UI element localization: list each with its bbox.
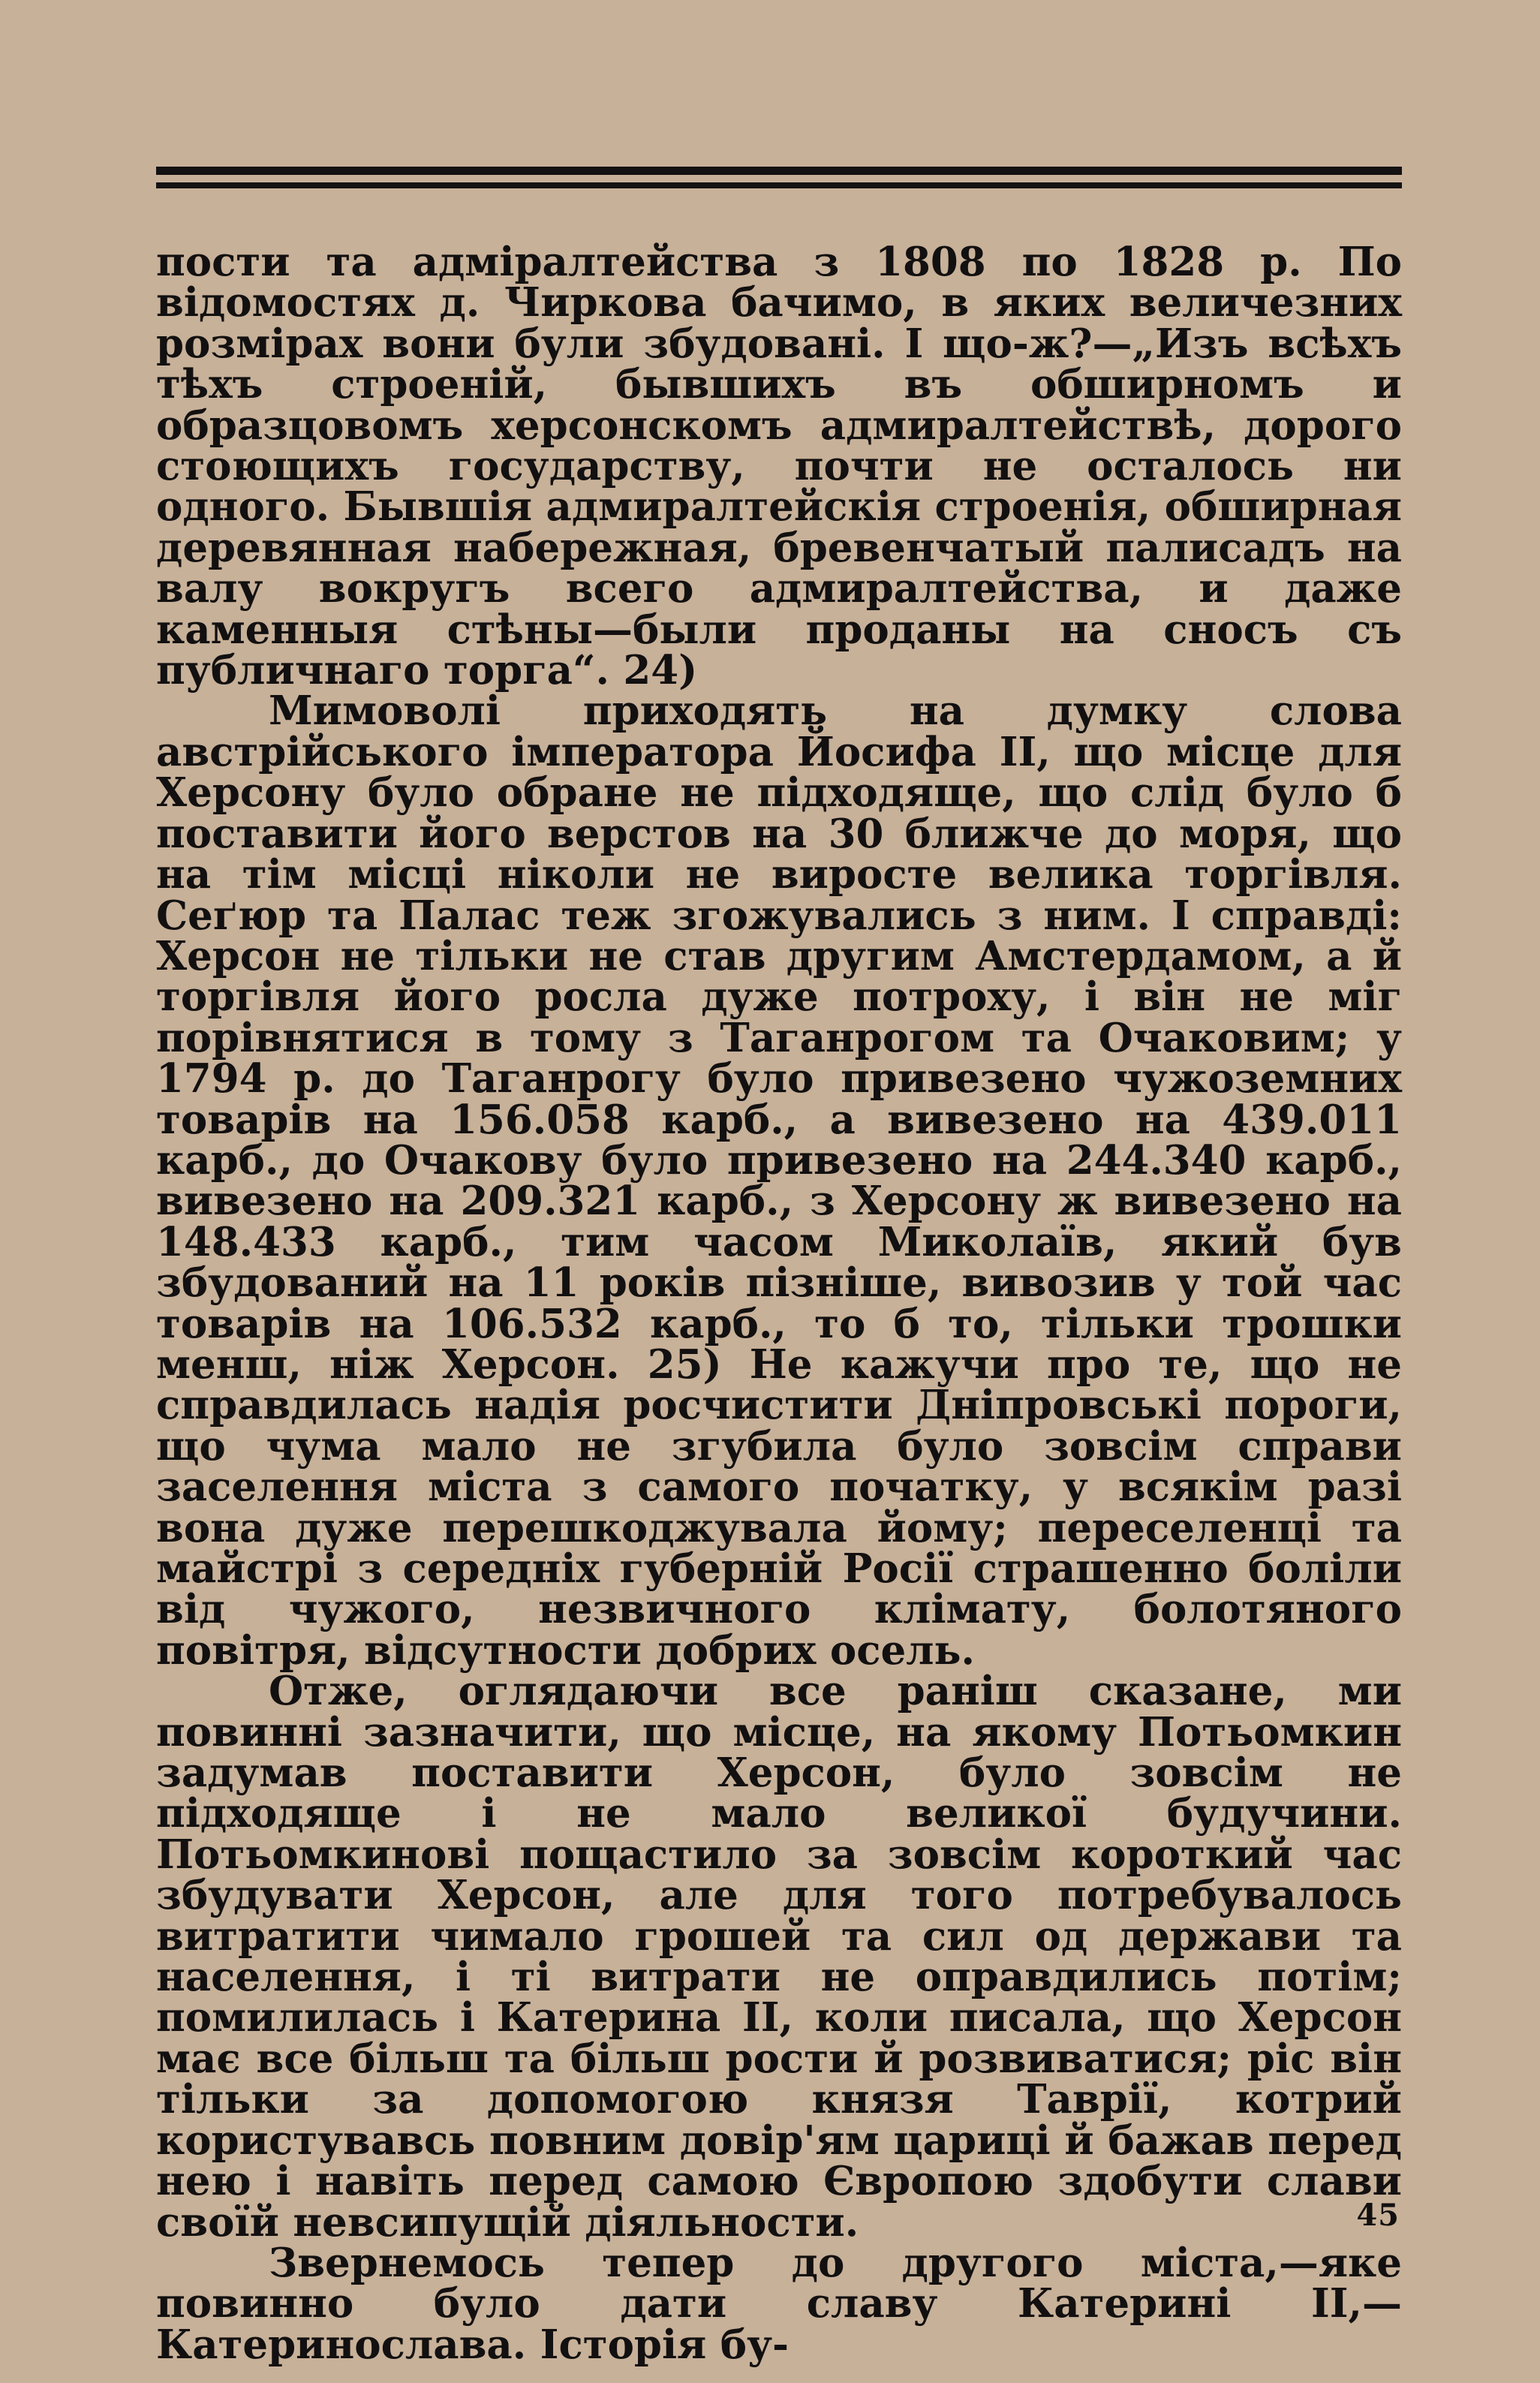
- header-rule-thin: [156, 182, 1402, 188]
- paragraph-3: Отже, оглядаючи все раніш сказане, ми повинні зазначити, що місце, на якому Потьомкин задумав поставити Херсон, було зовсім не підходяще і не мало великої будучини. Потьомкинові пощастило за зовсім короткий час збудувати Херсон, але для того потребувалось витратити чимало грошей та сил од держави та населення, і ті витрати не оправдились потім; помилилась і Катерина ІІ, коли писала, що Херсон має все більш та більш рости й розвиватися; ріс він тільки за допомогою князя Таврії, котрий користувавсь повним довір'ям цариці й бажав перед нею і навіть перед самою Європою здобути слави своїй невсипущій діяльности.: [156, 1668, 1402, 2246]
- paragraph-4: Звернемось тепер до другого міста,—яке повинно було дати славу Катерині ІІ,—Катеринослава. Історія бу-: [156, 2239, 1402, 2368]
- paragraph-1: пости та адміралтейства з 1808 по 1828 р. По відомостях д. Чиркова бачимо, в яких величезних розмірах вони були збудовані. І що-ж?—„Изъ всѣхъ тѣхъ строеній, бывшихъ въ обширномъ и образцовомъ херсонскомъ адмиралтействѣ, дорого стоющихъ государству, почти не осталось ни одного. Бывшія адмиралтейскія строенія, обширная деревянная набережная, бревенчатый палисадъ на валу вокругъ всего адмиралтейства, и даже каменныя стѣны—были проданы на сносъ съ публичнаго торга“. 24): [156, 239, 1402, 694]
- paragraph-2: Мимоволі приходять на думку слова австрійського імператора Йосифа ІІ, що місце для Херсону було обране не підходяще, що слід було б поставити його верстов на 30 ближче до моря, що на тім місці ніколи не виросте велика торгівля. Сеґюр та Палас теж згожувались з ним. І справді: Херсон не тільки не став другим Амстердамом, а й торгівля його росла дуже потроху, і він не міг порівнятися в тому з Таганрогом та Очаковим; у 1794 р. до Таганрогу було привезено чужоземних товарів на 156.058 карб., а вивезено на 439.011 карб., до Очакову було привезено на 244.340 карб., вивезено на 209.321 карб., з Херсону ж вивезено на 148.433 карб., тим часом Миколаїв, який був збудований на 11 років пізніше, вивозив у той час товарів на 106.532 карб., то б то, тільки трошки менш, ніж Херсон. 25) Не кажучи про те, що не справдилась надія росчистити Дніпровські пороги, що чума мало не згубила було зовсім справи заселення міста з самого початку, у всякім разі вона дуже перешкоджувала йому; переселенці та майстрі з середніх губерній Росії страшенно боліли від чужого, незвичного клімату, болотяного повітря, відсутности добрих осель.: [156, 688, 1402, 1674]
- body-text: [156, 239, 1402, 2368]
- header-rule-thick: [156, 167, 1402, 175]
- page-number: 45: [1356, 2198, 1400, 2233]
